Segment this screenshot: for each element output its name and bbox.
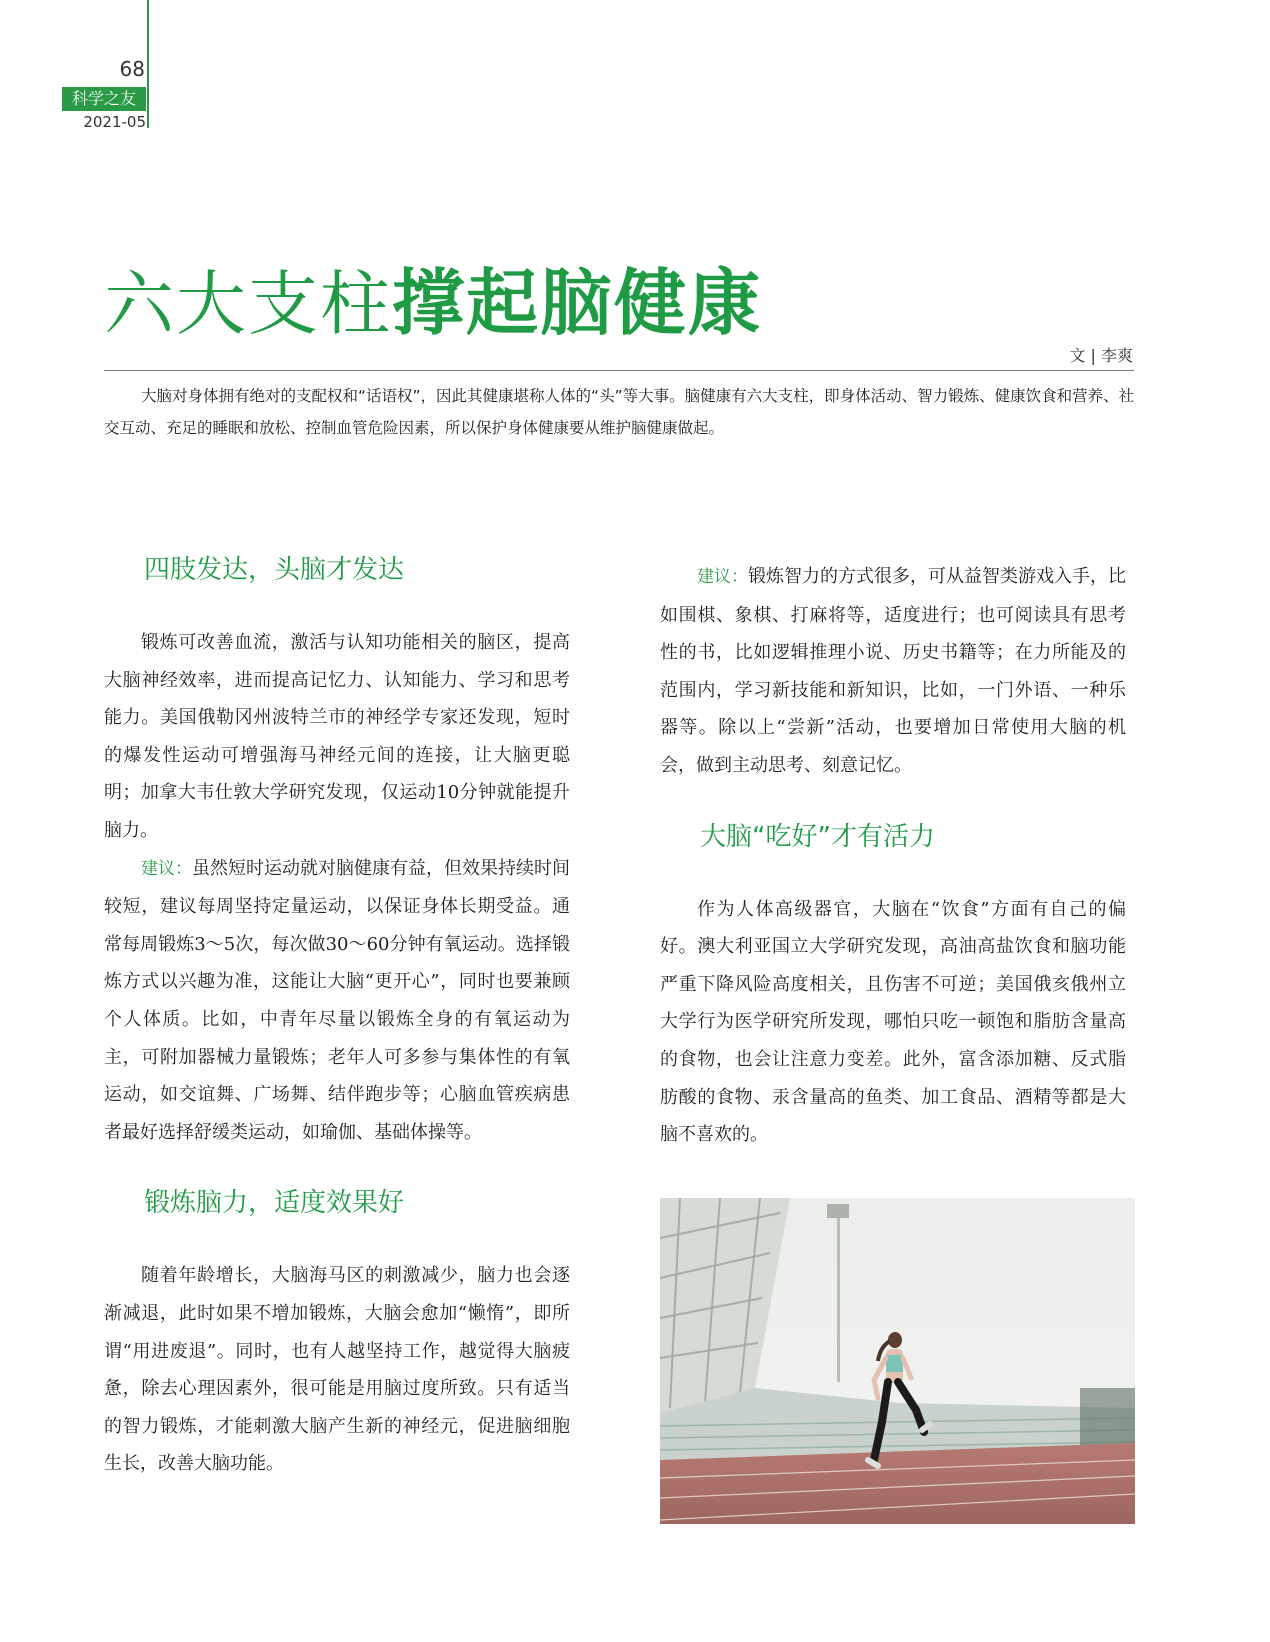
title-bold: 撑起脑健康 (392, 261, 763, 345)
body-paragraph: 作为人体高级器官，大脑在“饮食”方面有自己的偏好。澳大利亚国立大学研究发现，高油高盐饮食和脑功能严重下降风险高度相关，且伤害不可逆；美国俄亥俄州立大学行为医学研究所发现，哪怕只吃一顿饱和脂肪含量高的食物，也会让注意力变差。此外，富含添加糖、反式脂肪酸的食物、汞含量高的鱼类、加工食品、酒精等都是大脑不喜欢的。 (660, 898, 1126, 1146)
issue-date: 2021-05 (83, 113, 146, 131)
right-column (660, 558, 1126, 1154)
runner-stadium-photo (660, 1198, 1135, 1524)
header-rule (147, 0, 149, 128)
section-heading: 四肢发达，头脑才发达 (144, 555, 405, 585)
advice-paragraph (104, 850, 570, 1152)
article-title (104, 258, 762, 368)
title-light: 六大支柱 (104, 263, 392, 345)
title-divider (104, 370, 1134, 371)
magazine-name: 科学之友 (62, 87, 146, 111)
section-heading: 大脑“吃好”才有活力 (700, 821, 935, 852)
advice-text: 锻炼智力的方式很多，可从益智类游戏入手，比如围棋、象棋、打麻将等，适度进行；也可阅读具有思考性的书，比如逻辑推理小说、历史书籍等；在力所能及的范围内，学习新技能和新知识，比如，一门外语、一种乐器等。除以上“尝新”活动，也要增加日常使用大脑的机会，做到主动思考、刻意记忆。 (660, 566, 1126, 776)
intro-paragraph: 大脑对身体拥有绝对的支配权和“话语权”，因此其健康堪称人体的“头”等大事。脑健康有六大支柱，即身体活动、智力锻炼、健康饮食和营养、社交互动、充足的睡眠和放松、控制血管危险因素，所以保护身体健康要从维护脑健康做起。 (104, 387, 1135, 437)
left-column (104, 550, 570, 1483)
section-heading: 锻炼脑力，适度效果好 (144, 1188, 405, 1219)
page-number: 68 (119, 57, 145, 81)
advice-text: 虽然短时运动就对脑健康有益，但效果持续时间较短，建议每周坚持定量运动，以保证身体长期受益。通常每周锻炼3～5次，每次做30～60分钟有氧运动。选择锻炼方式以兴趣为准，这能让大脑“更开心”，同时也要兼顾个人体质。比如，中青年尽量以锻炼全身的有氧运动为主，可附加器械力量锻炼；老年人可多参与集体性的有氧运动，如交谊舞、广场舞、结伴跑步等；心脑血管疾病患者最好选择舒缓类运动，如瑜伽、基础体操等。 (104, 857, 570, 1143)
author-byline: 文 | 李爽 (1069, 346, 1133, 365)
advice-paragraph (660, 558, 1126, 785)
advice-label: 建议： (697, 567, 748, 587)
advice-label: 建议： (141, 858, 192, 879)
body-paragraph: 锻炼可改善血流，激活与认知功能相关的脑区，提高大脑神经效率，进而提高记忆力、认知能力、学习和思考能力。美国俄勒冈州波特兰市的神经学专家还发现，短时的爆发性运动可增强海马神经元间的连接，让大脑更聪明；加拿大韦仕敦大学研究发现，仅运动10分钟就能提升脑力。 (104, 632, 570, 841)
body-paragraph: 随着年龄增长，大脑海马区的刺激减少，脑力也会逐渐减退，此时如果不增加锻炼，大脑会愈加“懒惰”，即所谓“用进废退”。同时，也有人越坚持工作，越觉得大脑疲惫，除去心理因素外，很可能是用脑过度所致。只有适当的智力锻炼，才能刺激大脑产生新的神经元，促进脑细胞生长，改善大脑功能。 (104, 1265, 570, 1475)
